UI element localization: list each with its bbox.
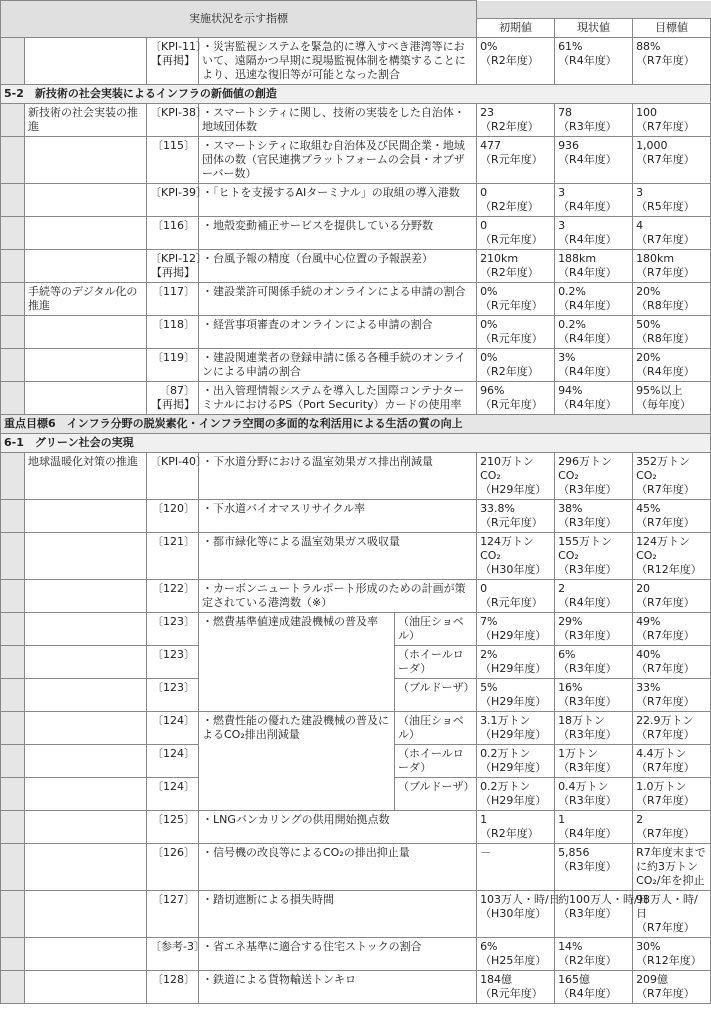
initial-value: 0% （R元年度） [477,316,555,349]
indicator-text: ・LNGバンカリングの供用開始拠点数 [199,811,477,844]
left-spacer [1,745,25,778]
section-heading: 5-2 新技術の社会実装によるインフラの新価値の創造 [1,85,711,104]
col-current: 現状値 [555,19,633,38]
left-spacer [1,712,25,745]
current-value: 936 （R4年度） [555,137,633,184]
target-value: 100 （R7年度） [633,104,711,137]
kpi-code: 〔87〕 【再掲】 [147,382,199,415]
current-value: 2 （R4年度） [555,580,633,613]
measure-category [25,38,147,85]
measure-category [25,811,147,844]
section-heading: 6-1 グリーン社会の実現 [1,434,711,453]
initial-value: 33.8% （R元年度） [477,500,555,533]
table-row [1,971,711,1004]
left-spacer [1,844,25,891]
measure-category [25,217,147,250]
header-title: 実施状況を示す指標 [1,1,477,38]
indicator-text: ・経営事項審査のオンラインによる申請の割合 [199,316,477,349]
table-row [1,500,711,533]
current-value: 6% （R3年度） [555,646,633,679]
kpi-code: 〔124〕 [147,712,199,745]
machine-type: （ブルドーザ） [395,778,477,811]
target-value: 20% （R8年度） [633,283,711,316]
current-value: 1 （R4年度） [555,811,633,844]
indicator-text: ・燃費性能の優れた建設機械の普及によるCO₂排出削減量 [199,712,395,811]
target-value: 209億 （R7年度） [633,971,711,1004]
table-row [1,453,711,500]
table-row [1,316,711,349]
initial-value: 0% （R2年度） [477,349,555,382]
table-row [1,137,711,184]
target-value: 88% （R7年度） [633,38,711,85]
current-value: 296万トン CO₂ （R3年度） [555,453,633,500]
section-row [1,85,711,104]
initial-value: 210万トン CO₂ （H29年度） [477,453,555,500]
target-value: 49% （R7年度） [633,613,711,646]
left-spacer [1,938,25,971]
kpi-code: 〔116〕 [147,217,199,250]
measure-category [25,500,147,533]
table-row [1,891,711,938]
target-value: 50% （R8年度） [633,316,711,349]
initial-value: 477 （R元年度） [477,137,555,184]
current-value: 94% （R4年度） [555,382,633,415]
left-spacer [1,679,25,712]
indicator-text: ・下水道分野における温室効果ガス排出削減量 [199,453,477,500]
target-value: 1,000 （R7年度） [633,137,711,184]
table-row [1,38,711,85]
kpi-code: 〔KPI-38〕 [147,104,199,137]
measure-category: 新技術の社会実装の推進 [25,104,147,137]
measure-category [25,533,147,580]
table-row [1,250,711,283]
initial-value: 6% （H25年度） [477,938,555,971]
target-value: 30% （R12年度） [633,938,711,971]
left-spacer [1,453,25,500]
table-row [1,349,711,382]
initial-value: 0 （R2年度） [477,184,555,217]
target-value: 45% （R7年度） [633,500,711,533]
target-value: 180km （R7年度） [633,250,711,283]
initial-value: 103万人・時/日 （H30年度） [477,891,555,938]
kpi-code: 〔124〕 [147,778,199,811]
kpi-code: 〔115〕 [147,137,199,184]
target-value: 4 （R7年度） [633,217,711,250]
indicator-text: ・カーボンニュートラルポート形成のための計画が策定されている港湾数（※） [199,580,477,613]
indicator-text: ・台風予報の精度（台風中心位置の予報誤差） [199,250,477,283]
col-initial: 初期値 [477,19,555,38]
section-heading: 重点目標6 インフラ分野の脱炭素化・インフラ空間の多面的な利活用による生活の質の向上 [1,415,711,434]
table-row [1,382,711,415]
target-value: 20% （R4年度） [633,349,711,382]
table-row [1,580,711,613]
left-spacer [1,811,25,844]
current-value: 3 （R4年度） [555,184,633,217]
indicator-text: ・燃費基準値達成建設機械の普及率 [199,613,395,712]
left-spacer [1,533,25,580]
current-value: 1万トン （R3年度） [555,745,633,778]
target-value: 1.0万トン （R7年度） [633,778,711,811]
measure-category [25,580,147,613]
target-value: 4.4万トン （R7年度） [633,745,711,778]
current-value: 38% （R3年度） [555,500,633,533]
initial-value: 0% （R元年度） [477,283,555,316]
initial-value: 3.1万トン （H29年度） [477,712,555,745]
measure-category [25,891,147,938]
current-value: 約100万人・時/日 （R3年度） [555,891,633,938]
target-value: 352万トン CO₂ （R7年度） [633,453,711,500]
measure-category [25,316,147,349]
measure-category [25,712,147,745]
kpi-code: 〔120〕 [147,500,199,533]
measure-category [25,184,147,217]
indicator-text: ・踏切遮断による損失時間 [199,891,477,938]
target-value: 3 （R5年度） [633,184,711,217]
machine-type: （ホイールローダ） [395,646,477,679]
initial-value: 1 （R2年度） [477,811,555,844]
measure-category [25,613,147,646]
target-value: 33% （R7年度） [633,679,711,712]
left-spacer [1,104,25,137]
current-value: 3 （R4年度） [555,217,633,250]
table-row [1,283,711,316]
initial-value: 23 （R2年度） [477,104,555,137]
target-value: 124万トン CO₂ （R12年度） [633,533,711,580]
indicator-text: ・信号機の改良等によるCO₂の排出抑止量 [199,844,477,891]
current-value: 0.2% （R4年度） [555,283,633,316]
current-value: 16% （R3年度） [555,679,633,712]
indicator-text: ・出入管理情報システムを導入した国際コンテナターミナルにおけるPS（Port Security）カードの使用率 [199,382,477,415]
target-value: 22.9万トン （R7年度） [633,712,711,745]
kpi-code: 〔119〕 [147,349,199,382]
section-row [1,415,711,434]
machine-type: （ホイールローダ） [395,745,477,778]
kpi-code: 〔KPI-12〕 【再掲】 [147,250,199,283]
indicator-text: ・下水道バイオマスリサイクル率 [199,500,477,533]
kpi-code: 〔126〕 [147,844,199,891]
left-spacer [1,891,25,938]
measure-category [25,844,147,891]
measure-category [25,938,147,971]
left-spacer [1,250,25,283]
kpi-code: 〔123〕 [147,613,199,646]
left-spacer [1,971,25,1004]
indicator-text: ・建設業許可関係手続のオンラインによる申請の割合 [199,283,477,316]
measure-category: 地球温暖化対策の推進 [25,453,147,500]
kpi-code: 〔123〕 [147,646,199,679]
measure-category: 手続等のデジタル化の推進 [25,283,147,316]
col-target: 目標値 [633,19,711,38]
table-row [1,938,711,971]
kpi-code: 〔参考-3〕 [147,938,199,971]
left-spacer [1,349,25,382]
initial-value: 0.2万トン （H29年度） [477,745,555,778]
table-row [1,217,711,250]
target-value: 98万人・時/日 （R7年度） [633,891,711,938]
initial-value: 96% （R元年度） [477,382,555,415]
table-row [1,533,711,580]
indicator-text: ・「ヒトを支援するAIターミナル」の取組の導入港数 [199,184,477,217]
target-value: R7年度末までに約3万トンCO₂/年を抑止 [633,844,711,891]
target-value: 20 （R7年度） [633,580,711,613]
left-spacer [1,778,25,811]
initial-value: 0.2万トン （H29年度） [477,778,555,811]
section-row [1,434,711,453]
current-value: 61% （R4年度） [555,38,633,85]
indicator-text: ・スマートシティに取組む自治体及び民間企業・地域団体の数（官民連携プラットフォームの会員・オブザーバー数） [199,137,477,184]
kpi-code: 〔117〕 [147,283,199,316]
current-value: 188km （R4年度） [555,250,633,283]
kpi-code: 〔KPI-11〕 【再掲】 [147,38,199,85]
kpi-code: 〔KPI-40〕 [147,453,199,500]
kpi-code: 〔KPI-39〕 [147,184,199,217]
indicator-text: ・地殻変動補正サービスを提供している分野数 [199,217,477,250]
indicator-text: ・省エネ基準に適合する住宅ストックの割合 [199,938,477,971]
kpi-code: 〔124〕 [147,745,199,778]
table-row [1,712,711,745]
measure-category [25,250,147,283]
left-spacer [1,137,25,184]
left-spacer [1,316,25,349]
current-value: 0.2% （R4年度） [555,316,633,349]
kpi-code: 〔125〕 [147,811,199,844]
initial-value: 0 （R元年度） [477,580,555,613]
current-value: 155万トン CO₂ （R3年度） [555,533,633,580]
left-spacer [1,382,25,415]
kpi-code: 〔128〕 [147,971,199,1004]
table-row [1,184,711,217]
kpi-code: 〔118〕 [147,316,199,349]
machine-type: （油圧ショベル） [395,712,477,745]
measure-category [25,646,147,679]
measure-category [25,971,147,1004]
measure-category [25,382,147,415]
initial-value: 5% （H29年度） [477,679,555,712]
measure-category [25,778,147,811]
table-row [1,844,711,891]
current-value: 165億 （R4年度） [555,971,633,1004]
current-value: 78 （R3年度） [555,104,633,137]
initial-value: 0 （R元年度） [477,217,555,250]
left-spacer [1,38,25,85]
measure-category [25,745,147,778]
indicator-text: ・建設関連業者の登録申請に係る各種手続のオンラインによる申請の割合 [199,349,477,382]
indicator-text: ・鉄道による貨物輸送トンキロ [199,971,477,1004]
initial-value: 210km （R2年度） [477,250,555,283]
measure-category [25,349,147,382]
indicator-text: ・スマートシティに関し、技術の実装をした自治体・地域団体数 [199,104,477,137]
table-row [1,613,711,646]
current-value: 0.4万トン （R3年度） [555,778,633,811]
kpi-code: 〔121〕 [147,533,199,580]
left-spacer [1,646,25,679]
table-row [1,811,711,844]
machine-type: （油圧ショベル） [395,613,477,646]
initial-value: － [477,844,555,891]
kpi-code: 〔127〕 [147,891,199,938]
initial-value: 2% （H29年度） [477,646,555,679]
initial-value: 7% （H29年度） [477,613,555,646]
measure-category [25,137,147,184]
table-row [1,104,711,137]
left-spacer [1,184,25,217]
indicator-text: ・都市緑化等による温室効果ガス吸収量 [199,533,477,580]
left-spacer [1,283,25,316]
target-value: 95%以上 （毎年度） [633,382,711,415]
kpi-code: 〔123〕 [147,679,199,712]
left-spacer [1,217,25,250]
current-value: 29% （R3年度） [555,613,633,646]
initial-value: 124万トン CO₂ （H30年度） [477,533,555,580]
initial-value: 184億 （R元年度） [477,971,555,1004]
current-value: 18万トン （R3年度） [555,712,633,745]
target-value: 2 （R7年度） [633,811,711,844]
current-value: 14% （R2年度） [555,938,633,971]
target-value: 40% （R7年度） [633,646,711,679]
measure-category [25,679,147,712]
current-value: 5,856 （R3年度） [555,844,633,891]
initial-value: 0% （R2年度） [477,38,555,85]
left-spacer [1,613,25,646]
left-spacer [1,500,25,533]
left-spacer [1,580,25,613]
indicator-text: ・災害監視システムを緊急的に導入すべき港湾等において、遠隔かつ早期に現場監視体制を構築することにより、迅速な復旧等が可能となった割合 [199,38,477,85]
kpi-code: 〔122〕 [147,580,199,613]
current-value: 3% （R4年度） [555,349,633,382]
machine-type: （ブルドーザ） [395,679,477,712]
